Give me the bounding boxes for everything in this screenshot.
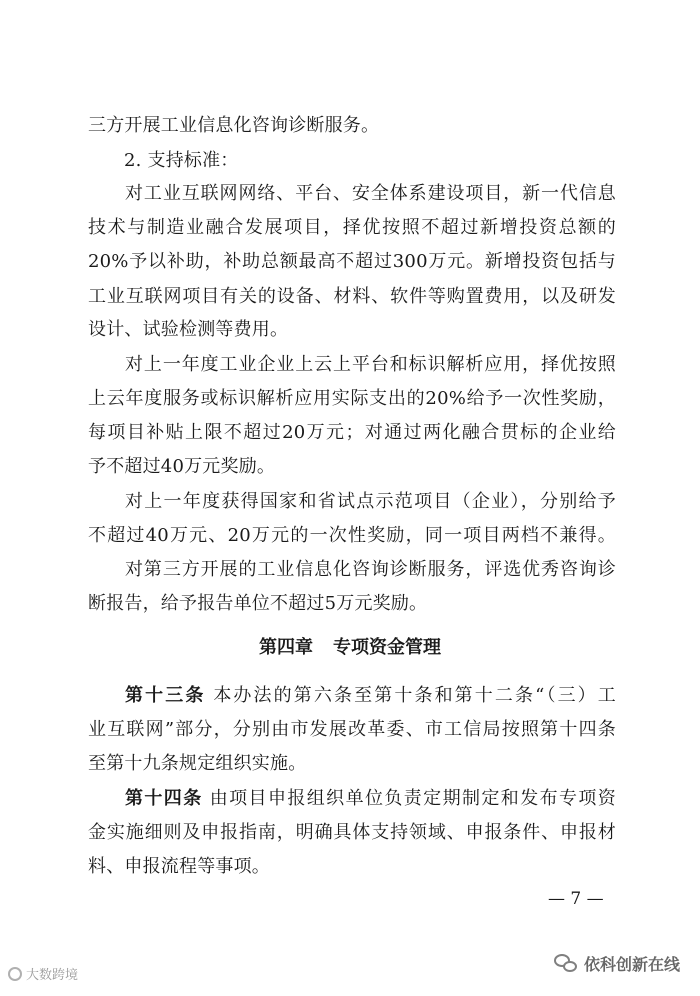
chapter-heading xyxy=(0,637,700,659)
wechat-icon xyxy=(554,954,578,974)
text-line-7: 设计、试验检测等费用。 xyxy=(88,319,289,340)
article-13-label: 第十三条 xyxy=(125,685,206,706)
watermark-right-text: 依科创新在线 xyxy=(583,955,680,974)
chapter-title: 专项资金管理 xyxy=(333,637,441,658)
text-line-9: 上云年度服务或标识解析应用实际支出的20%给予一次性奖励， xyxy=(88,388,616,409)
text-line-1: 三方开展工业信息化咨询诊断服务。 xyxy=(88,115,380,136)
text-line-2: 2. 支持标准： xyxy=(124,150,239,171)
article-13-line-3: 至第十九条规定组织实施。 xyxy=(88,753,307,774)
watermark-left-text: 大数跨境 xyxy=(26,968,79,983)
text-line-13: 不超过40万元、20万元的一次性奖励，同一项目两档不兼得。 xyxy=(88,525,616,546)
article-13-line-2: 业互联网”部分，分别由市发展改革委、市工信局按照第十四条 xyxy=(88,719,616,740)
text-line-12: 对上一年度获得国家和省试点示范项目（企业），分别给予 xyxy=(125,491,616,512)
article-14-line-2: 金实施细则及申报指南，明确具体支持领域、申报条件、申报材 xyxy=(88,822,616,843)
text-line-3: 对工业互联网网络、平台、安全体系建设项目，新一代信息 xyxy=(125,183,616,204)
text-line-15: 断报告，给予报告单位不超过5万元奖励。 xyxy=(88,593,428,614)
article-13-line-1 xyxy=(125,685,616,707)
text-line-10: 每项目补贴上限不超过20万元；对通过两化融合贯标的企业给 xyxy=(88,422,616,443)
text-line-14: 对第三方开展的工业信息化咨询诊断服务，评选优秀咨询诊 xyxy=(125,559,616,580)
text-line-11: 予不超过40万元奖励。 xyxy=(88,456,276,477)
article-14-text: 由项目申报组织单位负责定期制定和发布专项资 xyxy=(209,788,616,809)
watermark-left xyxy=(8,964,78,983)
text-line-8: 对上一年度工业企业上云上平台和标识解析应用，择优按照 xyxy=(125,354,616,375)
article-14-line-3: 料、申报流程等事项。 xyxy=(88,856,270,877)
article-14-label: 第十四条 xyxy=(125,788,203,809)
article-14-line-1 xyxy=(125,788,616,810)
text-line-4: 技术与制造业融合发展项目，择优按照不超过新增投资总额的 xyxy=(88,217,616,238)
text-line-5: 20%予以补助，补助总额最高不超过300万元。新增投资包括与 xyxy=(88,251,616,272)
chapter-number: 第四章 xyxy=(259,637,313,658)
page-number: — 7 — xyxy=(548,889,604,909)
watermark-logo-icon xyxy=(8,967,22,981)
watermark-right xyxy=(554,952,680,975)
text-line-6: 工业互联网项目有关的设备、材料、软件等购置费用，以及研发 xyxy=(88,286,616,307)
article-13-text: 本办法的第六条至第十条和第十二条“（三）工 xyxy=(213,685,616,706)
